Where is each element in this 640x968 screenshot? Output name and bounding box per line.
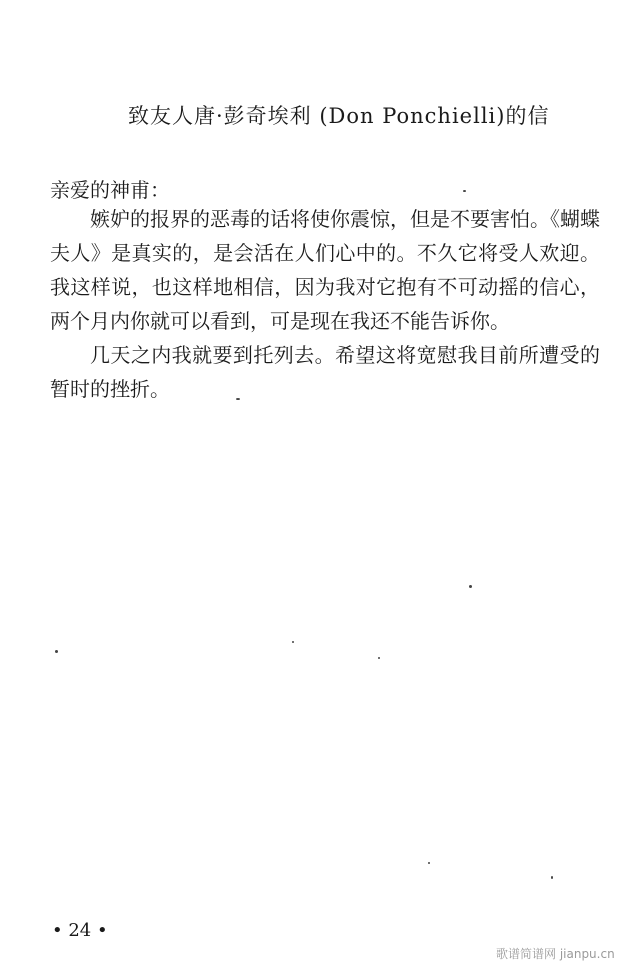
- scan-speck: [463, 190, 466, 192]
- page-number: • 24 •: [52, 920, 108, 941]
- watermark: 歌谱简谱网 jianpu.cn: [496, 947, 615, 961]
- paragraph-2: 几天之内我就要到托列去。希望这将宽慰我目前所遭受的暂时的挫折。: [50, 343, 600, 401]
- scan-speck: [469, 585, 472, 588]
- letter-body: [50, 202, 600, 406]
- scan-speck: [55, 650, 58, 653]
- paragraph-1: 嫉妒的报界的恶毒的话将使你震惊，但是不要害怕。《蝴蝶夫人》是真实的，是会活在人们心中的。不久它将受人欢迎。我这样说，也这样地相信，因为我对它抱有不可动摇的信心，两个月内你就可以看到，可是现在我还不能告诉你。: [50, 207, 600, 333]
- scan-speck: [378, 657, 380, 659]
- scan-speck: [292, 641, 294, 643]
- salutation: 亲爱的神甫：: [50, 178, 170, 202]
- scan-speck: [428, 862, 430, 864]
- letter-title: 致友人唐·彭奇埃利 (Don Ponchielli)的信: [128, 104, 550, 128]
- scan-speck: [551, 876, 553, 879]
- scan-speck: [236, 398, 240, 400]
